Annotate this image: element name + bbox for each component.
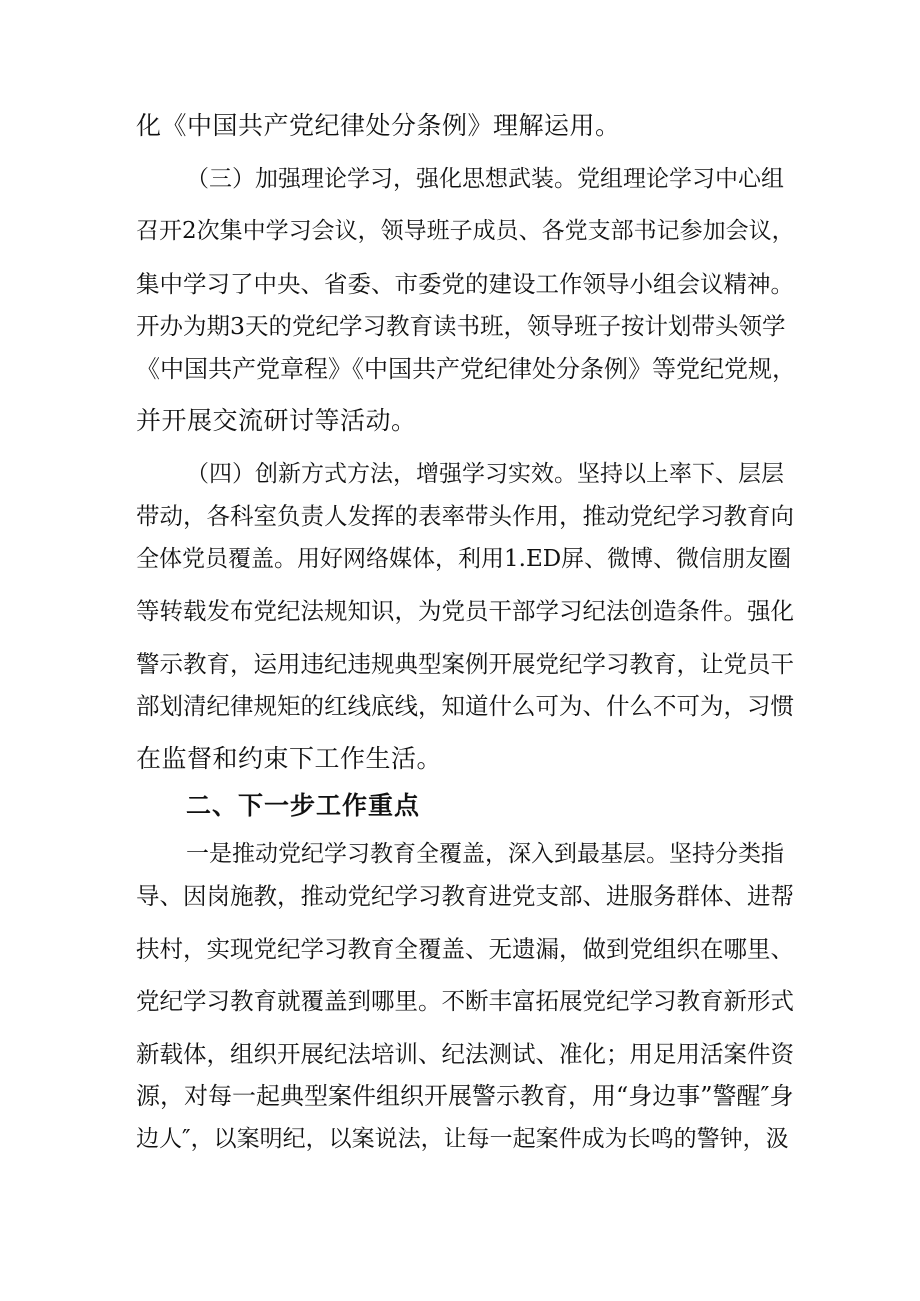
text-line: 召开2次集中学习会议，领导班子成员、各党支部书记参加会议， bbox=[136, 218, 795, 244]
text-line: 全体党员覆盖。用好网络媒体，利用1.ED屏、微博、微信朋友圈 bbox=[136, 546, 792, 572]
text-line: 带动，各科室负责人发挥的表率带头作用，推动党纪学习教育向 bbox=[136, 502, 794, 530]
text-line: 并开展交流研讨等活动。 bbox=[136, 406, 417, 435]
text-line: 警示教育，运用违纪违规典型案例开展党纪学习教育，让党员干 bbox=[136, 650, 794, 678]
section-heading: 二、下一步工作重点 bbox=[186, 791, 421, 820]
paragraph-start-line: （四）创新方式方法，增强学习实效。坚持以上率下、层层 bbox=[186, 461, 784, 487]
text-line: 扶村，实现党纪学习教育全覆盖、无遗漏，做到党组织在哪里、 bbox=[136, 935, 794, 963]
text-line: 边人″，以案明纪，以案说法，让每一起案件成为长鸣的警钟，汲 bbox=[136, 1126, 789, 1152]
text-line: 党纪学习教育就覆盖到哪里。不断丰富拓展党纪学习教育新形式 bbox=[136, 987, 794, 1015]
paragraph-start-line: 一是推动党纪学习教育全覆盖，深入到最基层。坚持分类指 bbox=[186, 841, 784, 867]
text-line: 等转载发布党纪法规知识，为党员干部学习纪法创造条件。强化 bbox=[136, 597, 794, 625]
text-line: 部划清纪律规矩的红线底线，知道什么可为、什么不可为，习惯 bbox=[136, 692, 794, 720]
text-line: 《中国共产党章程》《中国共产党纪律处分条例》等党纪党规， bbox=[136, 355, 796, 383]
text-line: 新载体，组织开展纪法培训、纪法测试、准化；用足用活案件资 bbox=[136, 1040, 794, 1068]
text-line: 导、因岗施教，推动党纪学习教育进党支部、进服务群体、进帮 bbox=[136, 882, 794, 910]
text-line: 源，对每一起典型案件组织开展警示教育，用“身边事”警醒″身 bbox=[136, 1082, 794, 1110]
paragraph-start-line: （三）加强理论学习，强化思想武装。党组理论学习中心组 bbox=[186, 166, 784, 192]
text-line: 开办为期3天的党纪学习教育读书班，领导班子按计划带头领学 bbox=[136, 312, 786, 340]
text-line: 在监督和约束下工作生活。 bbox=[136, 744, 443, 773]
text-line: 化《中国共产党纪律处分条例》理解运用。 bbox=[136, 111, 621, 140]
text-line: 集中学习了中央、省委、市委党的建设工作领导小组会议精神。 bbox=[136, 270, 794, 298]
